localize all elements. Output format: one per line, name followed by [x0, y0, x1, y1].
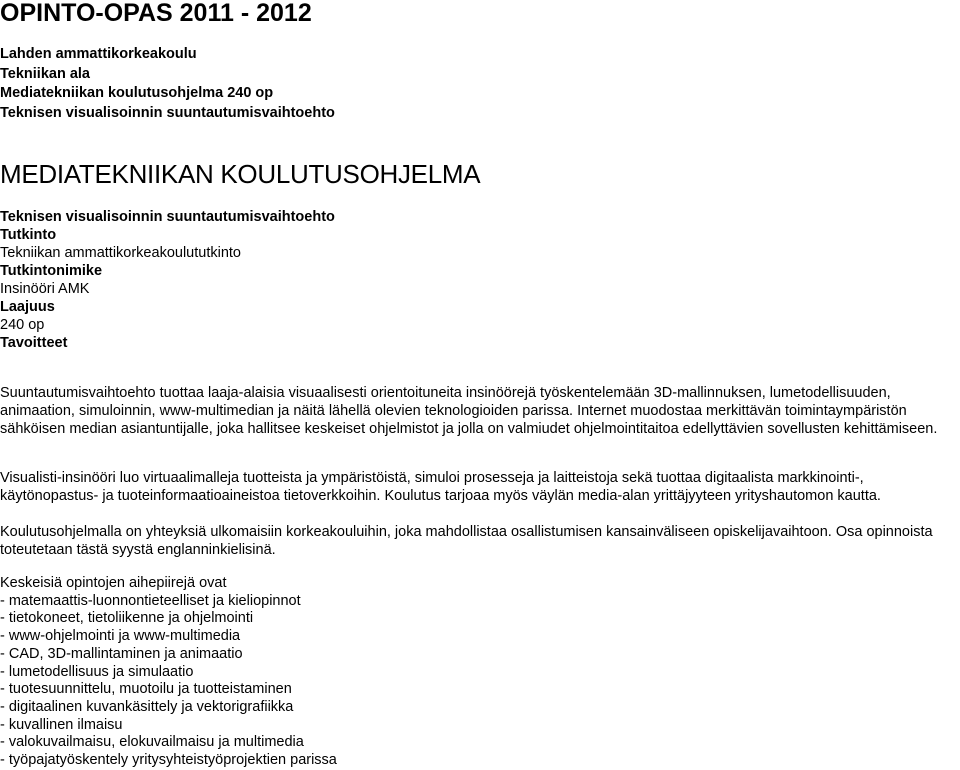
list-item: - kuvallinen ilmaisu: [0, 716, 123, 733]
header-line-track: Teknisen visualisoinnin suuntautumisvaihtoehto: [0, 104, 335, 121]
list-item: - CAD, 3D-mallintaminen ja animaatio: [0, 645, 243, 662]
list-item: - lumetodellisuus ja simulaatio: [0, 663, 194, 680]
header-line-programme: Mediatekniikan koulutusohjelma 240 op: [0, 85, 274, 101]
list-item: - tuotesuunnittelu, muotoilu ja tuotteistaminen: [0, 681, 292, 698]
programme-title: MEDIATEKNIIKAN KOULUTUSOHJELMA: [0, 159, 481, 189]
list-item: - valokuvailmaisu, elokuvailmaisu ja multimedia: [0, 734, 304, 751]
topics-list: [0, 575, 337, 770]
header-line-university: Lahden ammattikorkeakoulu: [0, 46, 197, 62]
programme-track: Teknisen visualisoinnin suuntautumisvaihtoehto: [0, 209, 335, 225]
degree-title-value: Insinööri AMK: [0, 281, 90, 297]
list-item: - www-ohjelmointi ja www-multimedia: [0, 628, 241, 645]
scope-value: 240 op: [0, 317, 45, 333]
visualist-paragraph: Visualisti-insinööri luo virtuaalimalleja tuotteista ja ympäristöistä, simuloi prosesseja ja laitteistoja sekä tuottaa digitaalista markkinointi-, käytönopastus- ja tuoteinformaatioaineistoa tietoverkkoihin. Koulutus tarjoaa myös väylän media-alan yrittäjyyteen yrityshautomon kautta.: [0, 470, 881, 504]
list-item: - digitaalinen kuvankäsittely ja vektorigrafiikka: [0, 698, 294, 715]
goals-label: Tavoitteet: [0, 335, 68, 351]
scope-label: Laajuus: [0, 299, 55, 315]
document-header-lines: [0, 45, 335, 123]
degree-label: Tutkinto: [0, 227, 57, 243]
list-item: - tietokoneet, tietoliikenne ja ohjelmointi: [0, 610, 254, 627]
international-paragraph: Koulutusohjelmalla on yhteyksiä ulkomaisiin korkeakouluihin, joka mahdollistaa osallistumisen kansainväliseen opiskelijavaihtoon. Osa opinnoista toteutetaan tästä syystä englanninkielisinä.: [0, 524, 933, 558]
header-line-field: Tekniikan ala: [0, 65, 90, 82]
programme-facts: [0, 208, 335, 352]
list-item: - työpajatyöskentely yritysyhteistyöprojektien parissa: [0, 752, 337, 769]
document-title: OPINTO-OPAS 2011 - 2012: [0, 0, 312, 27]
degree-value: Tekniikan ammattikorkeakoulututkinto: [0, 245, 241, 261]
degree-title-label: Tutkintonimike: [0, 263, 103, 279]
goals-paragraph: Suuntautumisvaihtoehto tuottaa laaja-alaisia visuaalisesti orientoituneita insinöörejä työskentelemään 3D-mallinnuksen, lumetodellisuuden, animaation, simuloinnin, www-multimedian ja näitä lähellä olevien teknologioiden parissa. Internet muodostaa merkittävän toimintaympäristön sähköisen median asiantuntijalle, joka hallitsee keskeiset ohjelmistot ja jolla on valmiudet ohjelmointitaitoa edellyttävien sovellusten kehittämiseen.: [0, 385, 938, 437]
list-item: - matemaattis-luonnontieteelliset ja kieliopinnot: [0, 592, 301, 609]
topics-heading: Keskeisiä opintojen aihepiirejä ovat: [0, 575, 227, 591]
